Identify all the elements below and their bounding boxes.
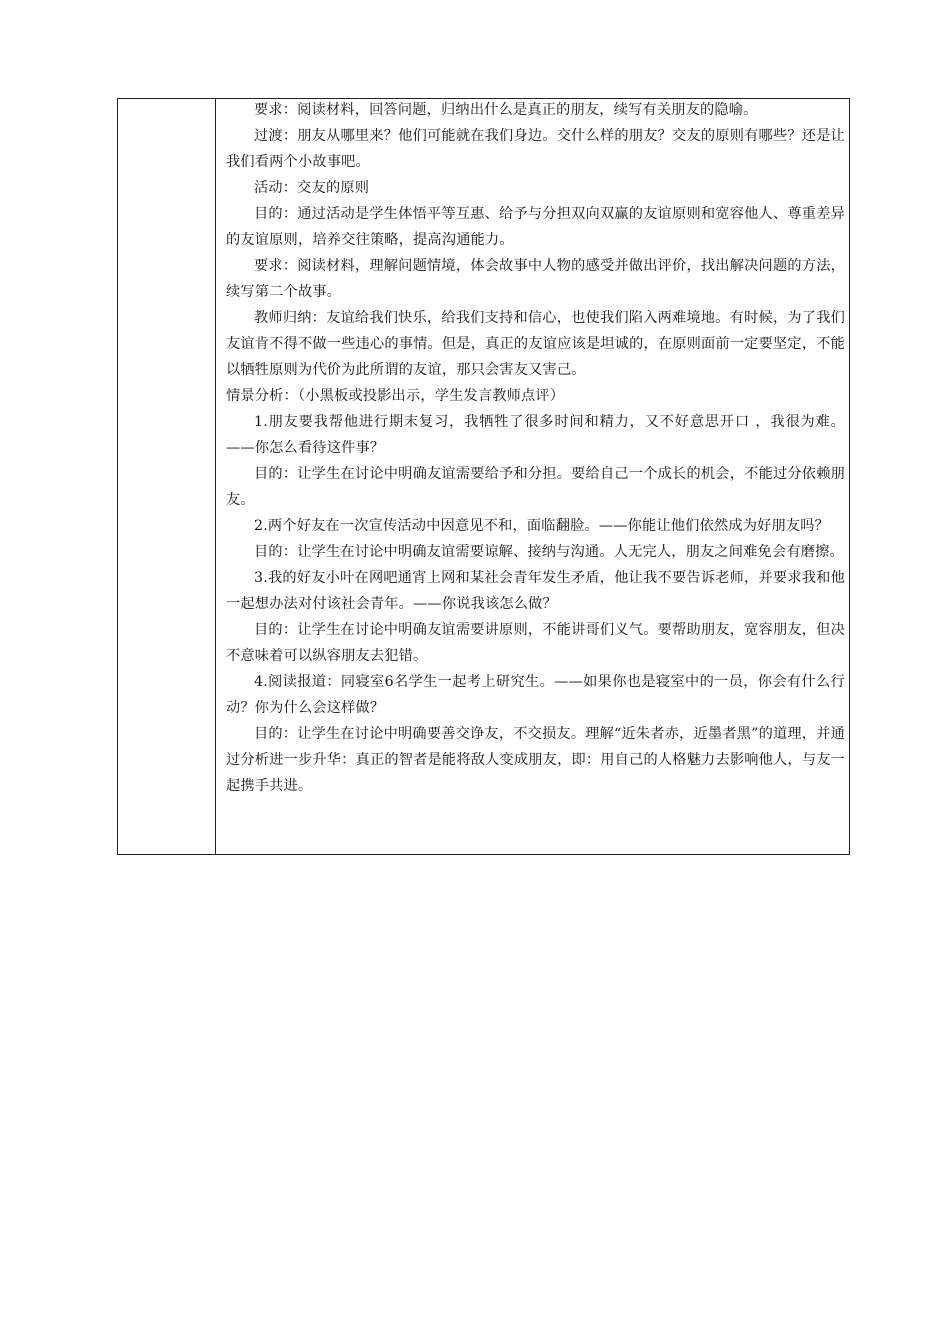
paragraph: 活动：交友的原则: [254, 180, 370, 196]
paragraph: 目的：让学生在讨论中明确要善交诤友，不交损友。理解“近朱者赤，近墨者黑”的道理，并通过分析进一步升华：真正的智者是能将敌人变成朋友，即：用自己的人格魅力去影响他人，与友一起携手共进。: [226, 726, 845, 794]
paragraph: 目的：让学生在讨论中明确友谊需要谅解、接纳与沟通。人无完人，朋友之间难免会有磨擦。: [254, 544, 844, 560]
paragraph: 2.两个好友在一次宣传活动中因意见不和，面临翻脸。——你能让他们依然成为好朋友吗？: [254, 518, 830, 534]
paragraph: 过渡：朋友从哪里来？他们可能就在我们身边。交什么样的朋友？交友的原则有哪些？还是让我们看两个小故事吧。: [226, 128, 845, 170]
paragraph: 情景分析：（小黑板或投影出示，学生发言教师点评）: [226, 388, 565, 404]
paragraph: 4.阅读报道：同寝室6名学生一起考上研究生。——如果你也是寝室中的一员，你会有什么行动？你为什么会这样做？: [226, 674, 845, 716]
paragraph: 3.我的好友小叶在网吧通宵上网和某社会青年发生矛盾，他让我不要告诉老师，并要求我和他一起想办法对付该社会青年。——你说我该怎么做？: [226, 570, 845, 612]
paragraph: 目的：让学生在讨论中明确友谊需要给予和分担。要给自己一个成长的机会，不能过分依赖朋友。: [226, 466, 845, 508]
paragraph: 目的：让学生在讨论中明确友谊需要讲原则，不能讲哥们义气。要帮助朋友，宽容朋友，但决不意味着可以纵容朋友去犯错。: [226, 622, 845, 664]
paragraph: 要求：阅读材料，理解问题情境，体会故事中人物的感受并做出评价，找出解决问题的方法，续写第二个故事。: [226, 258, 845, 300]
paragraph: 目的：通过活动是学生体悟平等互惠、给予与分担双向双赢的友谊原则和宽容他人、尊重差异的友谊原则，培养交往策略，提高沟通能力。: [226, 206, 845, 248]
lesson-table: [117, 98, 850, 855]
paragraph: 教师归纳：友谊给我们快乐，给我们支持和信心，也使我们陷入两难境地。有时候，为了我们友谊肯不得不做一些违心的事情。但是，真正的友谊应该是坦诚的，在原则面前一定要坚定，不能以牺牲原则为代价为此所谓的友谊，那只会害友又害己。: [226, 310, 845, 378]
paragraph: 要求：阅读材料，回答问题，归纳出什么是真正的朋友，续写有关朋友的隐喻。: [254, 102, 758, 118]
content-cell: [216, 99, 849, 854]
paragraph: 1.朋友要我帮他进行期末复习，我牺牲了很多时间和精力，又不好意思开口 ，我很为难。——你怎么看待这件事？: [226, 414, 845, 456]
left-column-cell: [118, 99, 216, 854]
